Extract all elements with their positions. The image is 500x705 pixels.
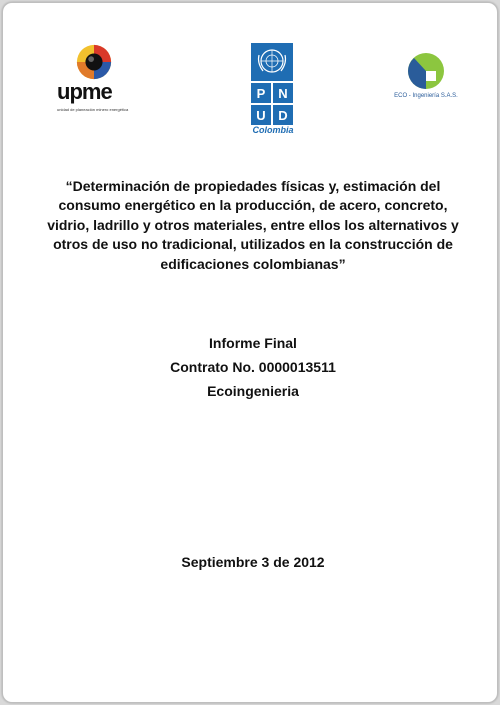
eco-mark-icon [406,51,446,91]
upme-logo [53,43,137,119]
pnud-letter-grid [251,83,293,125]
report-type: Informe Final [209,335,297,351]
company-name: Ecoingenieria [207,383,299,399]
pnud-country: Colombia [252,125,294,135]
un-emblem-icon [251,43,293,81]
pnud-letter: N [273,83,293,103]
upme-swirl-icon [75,43,113,81]
document-title: “Determinación de propiedades físicas y, estimación del consumo energético en la producción, de acero, concreto, vidrio, ladrillo y otros materiales, entre ellos los alternativos y otros de uso no tradicional, utilizados en la construcción de edificaciones colombianas” [47,178,459,272]
upme-wordmark: upme [57,79,112,104]
document-date: Septiembre 3 de 2012 [181,554,325,570]
eco-ingenieria-logo [391,51,461,107]
eco-caption: ECO - Ingeniería S.A.S. [394,93,458,99]
pnud-letter: U [251,105,271,125]
contract-number: Contrato No. 0000013511 [170,359,336,375]
pnud-letter: P [251,83,271,103]
upme-tagline: unidad de planeación minero energética [57,107,129,112]
un-emblem-box [251,43,293,81]
document-page [2,2,498,703]
pnud-logo [247,43,299,137]
report-info [3,331,500,403]
pnud-letter: D [273,105,293,125]
